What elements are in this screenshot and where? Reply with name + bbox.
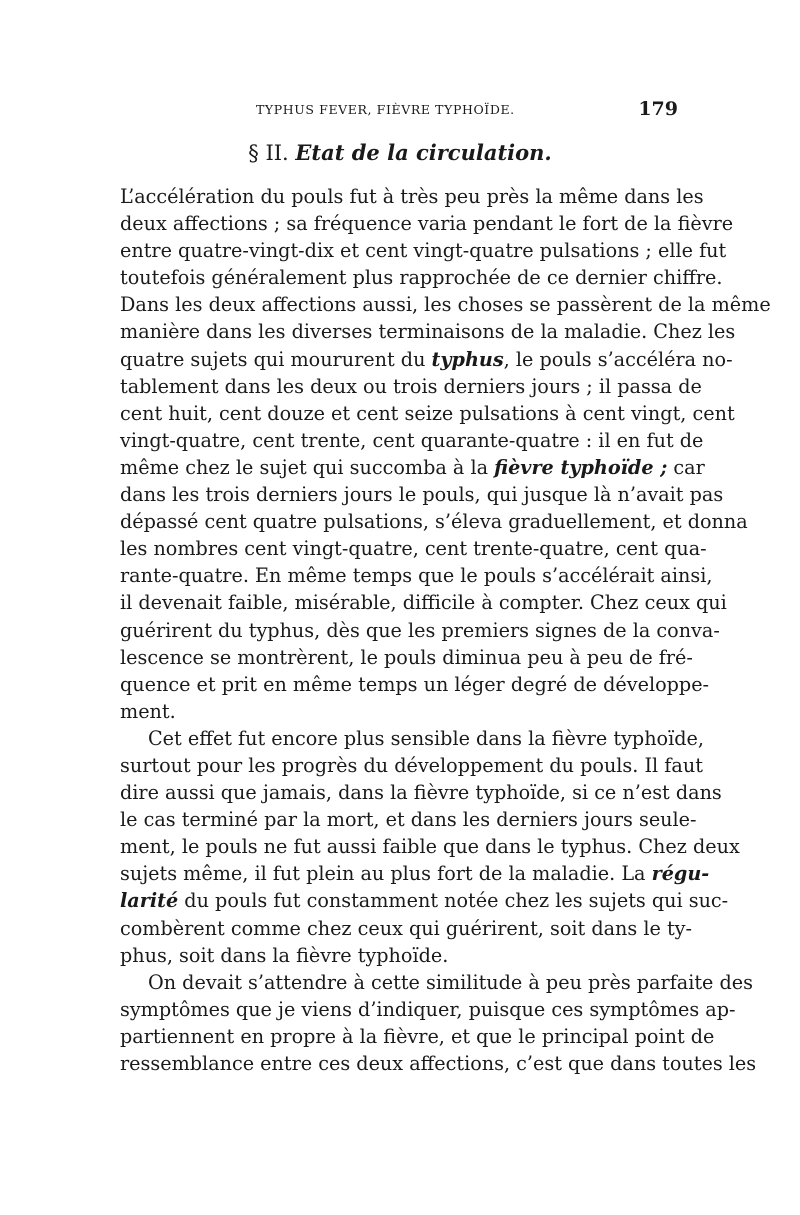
running-title: TYPHUS FEVER, FIÈVRE TYPHOÏDE.: [256, 102, 515, 117]
text-run: même chez le sujet qui succomba à la: [120, 455, 495, 479]
text-run: lescence se montrèrent, le pouls diminua peu à peu de fré-: [120, 645, 693, 669]
text-line: [120, 183, 704, 210]
text-line: [120, 210, 734, 237]
text-line: [120, 1023, 715, 1050]
section-number: § II.: [248, 141, 289, 165]
italic-term: fièvre typhoïde ;: [494, 455, 668, 479]
text-line: [120, 860, 710, 887]
text-run: dans les trois derniers jours le pouls, qui jusque là n’avait pas: [120, 483, 724, 507]
text-run: ment, le pouls ne fut aussi faible que dans le typhus. Chez deux: [120, 835, 740, 859]
text-line: [120, 752, 703, 779]
text-line: [120, 346, 733, 373]
text-line: [120, 779, 722, 806]
page-number: 179: [638, 98, 678, 120]
text-line: [120, 725, 704, 752]
text-run: surtout pour les progrès du développement du pouls. Il faut: [120, 753, 703, 777]
text-line: [120, 427, 704, 454]
text-line: [120, 373, 702, 400]
text-run: quatre sujets qui moururent du: [120, 347, 432, 371]
text-run: vingt-quatre, cent trente, cent quarante-quatre : il en fut de: [120, 428, 704, 452]
text-line: [120, 318, 736, 345]
text-run: On devait s’attendre à cette similitude à peu près parfaite des: [148, 970, 753, 994]
text-run: symptômes que je viens d’indiquer, puisque ces symptômes ap-: [120, 997, 736, 1021]
text-run: les nombres cent vingt-quatre, cent trente-quatre, cent qua-: [120, 537, 707, 561]
text-line: [120, 481, 724, 508]
running-head: [120, 98, 680, 122]
text-run: phus, soit dans la fièvre typhoïde.: [120, 943, 449, 967]
text-line: [120, 806, 697, 833]
text-line: [120, 996, 736, 1023]
text-line: [120, 237, 727, 264]
text-run: dire aussi que jamais, dans la fièvre typhoïde, si ce n’est dans: [120, 781, 722, 805]
italic-term: larité: [120, 889, 179, 913]
text-run: car: [667, 455, 705, 479]
body-text: [120, 183, 771, 1077]
text-run: le cas terminé par la mort, et dans les derniers jours seule-: [120, 808, 697, 832]
text-run: du pouls fut constamment notée chez les sujets qui suc-: [178, 889, 729, 913]
text-line: [120, 1050, 757, 1077]
section-heading: [120, 140, 680, 165]
text-run: entre quatre-vingt-dix et cent vingt-quatre pulsations ; elle fut: [120, 239, 727, 263]
text-line: [120, 400, 735, 427]
text-run: manière dans les diverses terminaisons de la maladie. Chez les: [120, 320, 736, 344]
text-line: [120, 644, 693, 671]
text-run: dépassé cent quatre pulsations, s’éleva graduellement, et donna: [120, 510, 748, 534]
text-run: rante-quatre. En même temps que le pouls s’accélérait ainsi,: [120, 564, 713, 588]
text-line: [120, 508, 748, 535]
text-line: [120, 589, 727, 616]
text-line: [120, 915, 692, 942]
text-run: quence et prit en même temps un léger degré de développe-: [120, 672, 710, 696]
text-run: Cet effet fut encore plus sensible dans la fièvre typhoïde,: [148, 726, 704, 750]
italic-term: régu-: [651, 862, 710, 886]
text-run: combèrent comme chez ceux qui guérirent, soit dans le ty-: [120, 916, 692, 940]
text-line: [120, 291, 771, 318]
section-title: Etat de la circulation.: [295, 140, 552, 165]
text-run: il devenait faible, misérable, difficile à compter. Chez ceux qui: [120, 591, 727, 615]
text-line: [120, 562, 713, 589]
text-line: [120, 617, 720, 644]
text-run: guérirent du typhus, dès que les premiers signes de la conva-: [120, 618, 720, 642]
text-line: [120, 887, 729, 914]
text-run: ressemblance entre ces deux affections, c’est que dans toutes les: [120, 1052, 757, 1075]
text-line: [120, 671, 710, 698]
text-run: ment.: [120, 699, 176, 723]
text-run: toutefois généralement plus rapprochée de ce dernier chiffre.: [120, 266, 723, 290]
text-line: [120, 535, 707, 562]
text-run: , le pouls s’accéléra no-: [503, 347, 733, 371]
text-run: deux affections ; sa fréquence varia pendant le fort de la fièvre: [120, 212, 734, 236]
italic-term: typhus: [431, 347, 504, 371]
text-run: tablement dans les deux ou trois derniers jours ; il passa de: [120, 374, 702, 398]
text-run: cent huit, cent douze et cent seize pulsations à cent vingt, cent: [120, 401, 735, 425]
text-run: partiennent en propre à la fièvre, et que le principal point de: [120, 1024, 715, 1048]
text-line: [120, 698, 680, 725]
text-line: [120, 454, 705, 481]
text-line: [120, 942, 680, 969]
text-run: L’accélération du pouls fut à très peu près la même dans les: [120, 185, 704, 208]
text-line: [120, 969, 753, 996]
text-line: [120, 833, 740, 860]
text-line: [120, 264, 723, 291]
text-run: sujets même, il fut plein au plus fort de la maladie. La: [120, 862, 652, 886]
text-run: Dans les deux affections aussi, les choses se passèrent de la même: [120, 293, 771, 317]
